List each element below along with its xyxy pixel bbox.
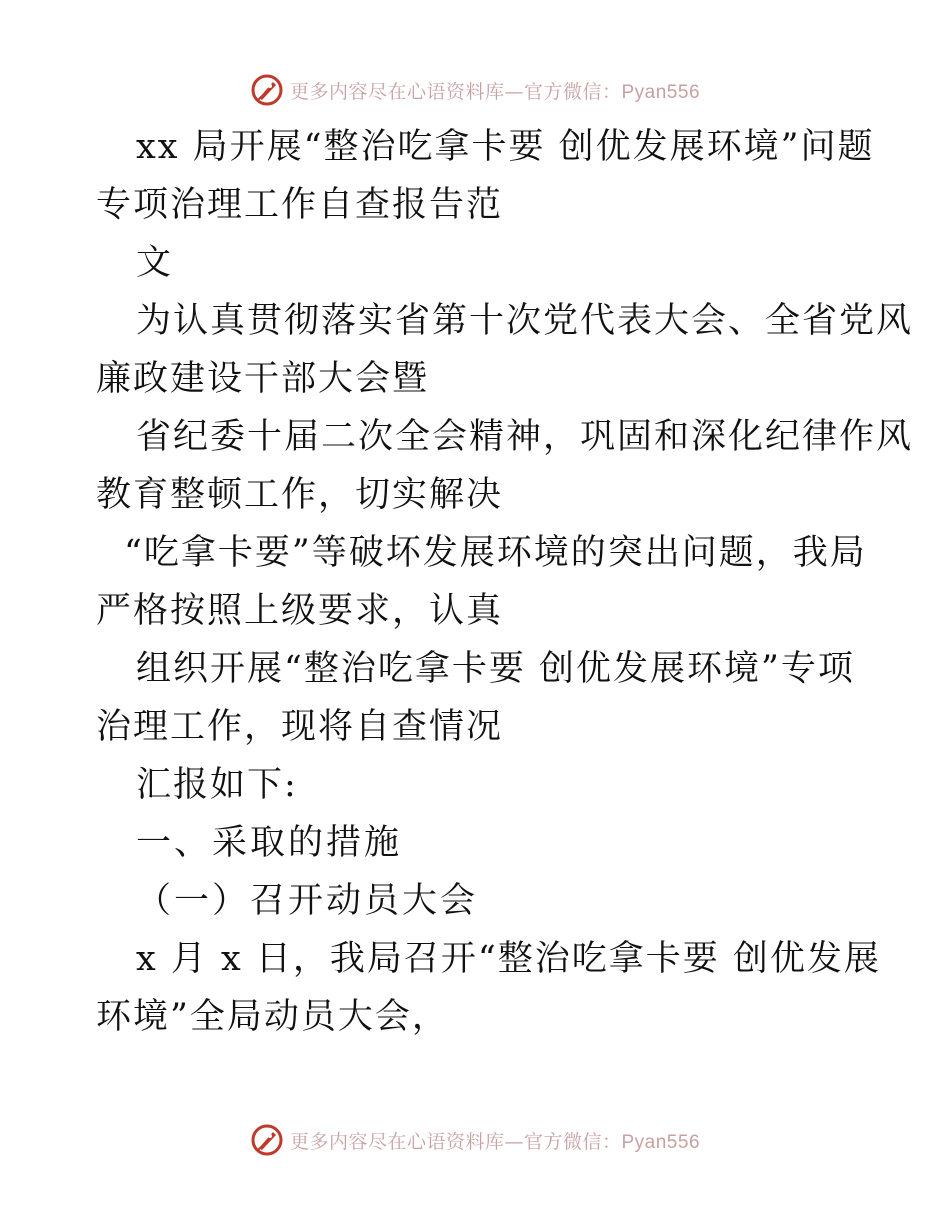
paragraph-line: 省纪委十届二次全会精神，巩固和深化纪律作风 [136,417,914,457]
doc-title-line-1: xx 局开展“整治吃拿卡要 创优发展环境”问题 [136,127,875,167]
paragraph-line: 为认真贯彻落实省第十次党代表大会、全省党风 [136,301,914,341]
doc-title-line-3: 文 [136,243,174,283]
document-body [96,118,914,1046]
doc-title-line-2: 专项治理工作自查报告范 [96,185,504,225]
wechat-id: Pyan556 [621,1131,701,1153]
paragraph-line: 严格按照上级要求，认真 [96,591,504,631]
banner-text: 更多内容尽在心语资料库—官方微信：Pyan556 [289,1130,701,1153]
quill-seal-logo-icon [250,1123,284,1157]
subsection-heading: （一）召开动员大会 [136,881,479,921]
paragraph-line: 汇报如下: [136,765,298,805]
footer-watermark-banner [0,1120,950,1160]
paragraph-line: 治理工作，现将自查情况 [96,707,504,747]
paragraph-line: 组织开展“整治吃拿卡要 创优发展环境”专项 [136,649,855,689]
paragraph-line: 教育整顿工作，切实解决 [96,475,504,515]
quill-seal-logo-icon [250,73,284,107]
paragraph-line: 廉政建设干部大会暨 [96,359,430,399]
section-heading: 一、采取的措施 [136,823,403,863]
wechat-id: Pyan556 [621,81,701,103]
header-watermark-banner [0,70,950,110]
banner-text: 更多内容尽在心语资料库—官方微信：Pyan556 [289,80,701,103]
paragraph-line: “吃拿卡要”等破坏发展环境的突出问题，我局 [124,533,867,573]
paragraph-line: x 月 x 日，我局召开“整治吃拿卡要 创优发展 [136,939,881,979]
paragraph-line: 环境”全局动员大会， [96,997,449,1037]
